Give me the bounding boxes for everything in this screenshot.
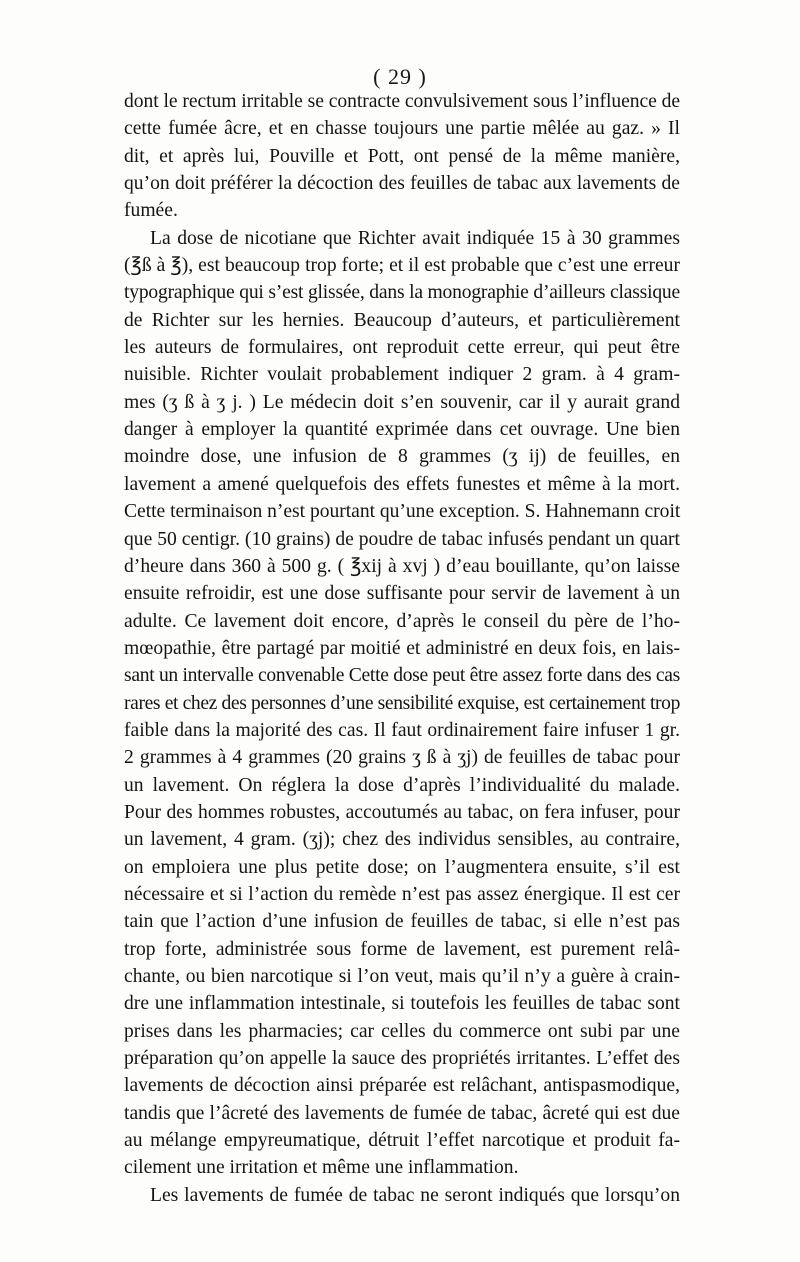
text-line: un lavement, 4 gram. (ʒj); chez des individus sensibles, au contraire, — [124, 829, 680, 851]
text-line: tandis que l’âcreté des lavements de fumée de tabac, âcreté qui est due — [124, 1102, 680, 1124]
text-line: de Richter sur les hernies. Beaucoup d’auteurs, et particulièrement — [124, 309, 680, 331]
text-line: La dose de nicotiane que Richter avait indiquée 15 à 30 grammes — [150, 227, 680, 249]
text-line: que 50 centigr. (10 grains) de poudre de tabac infusés pendant un quart — [124, 528, 680, 550]
text-line: danger à employer la quantité exprimée dans cet ouvrage. Une bien — [124, 419, 680, 441]
text-line: 2 grammes à 4 grammes (20 grains ʒ ß à ʒj) de feuilles de tabac pour — [124, 747, 680, 769]
text-line: trop forte, administrée sous forme de lavement, est purement relâ- — [124, 938, 680, 960]
text-line: mœopathie, être partagé par moitié et administré en deux fois, en lais- — [124, 637, 680, 659]
text-line: fumée. — [124, 200, 178, 222]
text-line: dre une inflammation intestinale, si toutefois les feuilles de tabac sont — [124, 993, 680, 1015]
text-line: qu’on doit préférer la décoction des feuilles de tabac aux lavements de — [124, 173, 680, 195]
text-line: nuisible. Richter voulait probablement indiquer 2 gram. à 4 gram- — [124, 364, 680, 386]
text-line: Pour des hommes robustes, accoutumés au tabac, on fera infuser, pour — [124, 801, 680, 823]
text-line: Cette terminaison n’est pourtant qu’une exception. S. Hahnemann croit — [124, 501, 681, 523]
text-line: les auteurs de formulaires, ont reproduit cette erreur, qui peut être — [124, 337, 680, 359]
text-line: ensuite refroidir, est une dose suffisante pour servir de lavement à un — [124, 583, 680, 605]
text-line: faible dans la majorité des cas. Il faut ordinairement faire infuser 1 gr. — [124, 719, 680, 741]
text-line: chante, ou bien narcotique si l’on veut, mais qu’il n’y a guère à crain- — [124, 966, 680, 987]
text-line: nécessaire et si l’action du remède n’est pas assez énergique. Il est cer — [124, 883, 680, 905]
text-line: un lavement. On réglera la dose d’après l’individualité du malade. — [124, 774, 680, 796]
text-line: Les lavements de fumée de tabac ne seront indiqués que lorsqu’on — [150, 1184, 680, 1206]
text-line: on emploiera une plus petite dose; on l’augmentera ensuite, s’il est — [124, 856, 680, 878]
text-line: lavement a amené quelquefois des effets funestes et même à la mort. — [124, 473, 680, 495]
text-line: adulte. Ce lavement doit encore, d’après le conseil du père de l’ho- — [124, 610, 680, 632]
text-line: lavements de décoction ainsi préparée est relâchant, antispasmodique, — [124, 1075, 680, 1097]
page-number: ( 29 ) — [373, 64, 427, 89]
text-line: dont le rectum irritable se contracte convulsivement sous l’influence de — [124, 91, 680, 112]
text-line: rares et chez des personnes d’une sensibilité exquise, est certainement trop — [124, 692, 680, 714]
text-line: préparation qu’on appelle la sauce des propriétés irritantes. L’effet des — [124, 1048, 680, 1070]
text-line: au mélange empyreumatique, détruit l’effet narcotique et produit fa- — [124, 1130, 680, 1152]
text-line: dit, et après lui, Pouville et Pott, ont pensé de la même manière, — [124, 145, 680, 167]
text-line: (℥ß à ℥), est beaucoup trop forte; et il est probable que c’est une erreur — [124, 255, 680, 277]
text-line: mes (ʒ ß à ʒ j. ) Le médecin doit s’en souvenir, car il y aurait grand — [124, 391, 680, 413]
text-line: d’heure dans 360 à 500 g. ( ℥xij à xvj ) d’eau bouillante, qu’on laisse — [124, 555, 680, 577]
text-line: typographique qui s’est glissée, dans la monographie d’ailleurs classique — [124, 282, 680, 304]
text-line: prises dans les pharmacies; car celles du commerce ont subi par une — [124, 1020, 680, 1042]
body-text — [124, 88, 680, 1209]
text-line: moindre dose, une infusion de 8 grammes (ʒ ij) de feuilles, en — [124, 446, 680, 468]
text-line: cilement une irritation et même une inflammation. — [124, 1157, 519, 1179]
text-line: tain que l’action d’une infusion de feuilles de tabac, si elle n’est pas — [124, 911, 680, 933]
text-line: cette fumée âcre, et en chasse toujours une partie mêlée au gaz. » Il — [124, 118, 680, 140]
text-line: sant un intervalle convenable Cette dose peut être assez forte dans des cas — [124, 665, 680, 687]
